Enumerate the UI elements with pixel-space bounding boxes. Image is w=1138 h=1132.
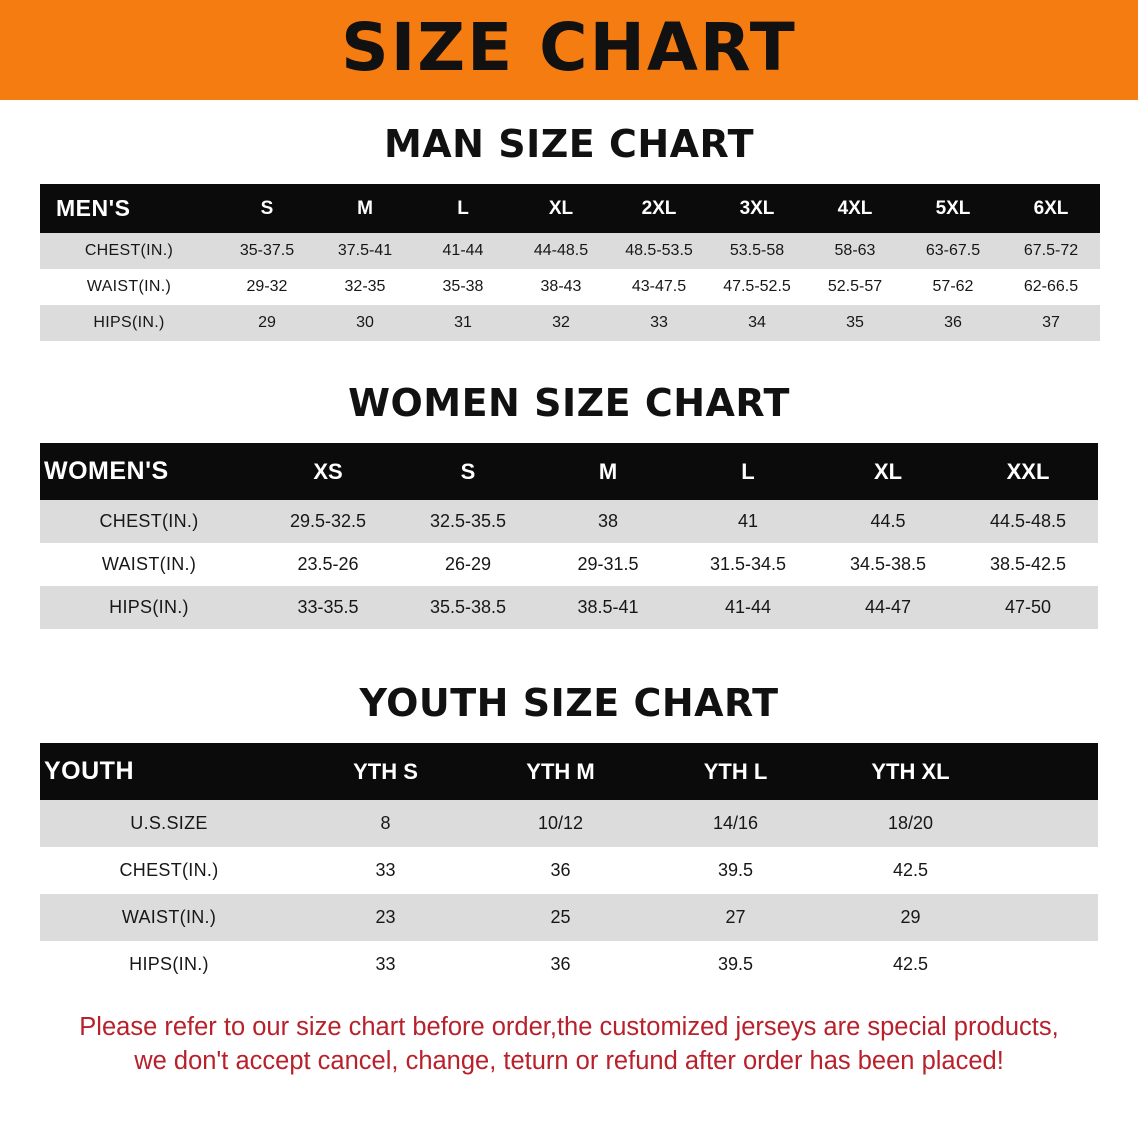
women-header-m: M: [538, 443, 678, 500]
women-hips-xl: 44-47: [818, 586, 958, 629]
man-waist-xl: 38-43: [512, 269, 610, 305]
table-row: [40, 543, 1098, 586]
youth-chest-thm: 36: [473, 847, 648, 894]
man-hips-2xl: 33: [610, 305, 708, 341]
youth-waist-spacer: [998, 894, 1098, 941]
women-row-label-chest: CHEST(IN.): [40, 500, 258, 543]
man-chest-l: 41-44: [414, 233, 512, 269]
women-waist-m: 29-31.5: [538, 543, 678, 586]
youth-hips-thl: 39.5: [648, 941, 823, 988]
man-waist-5xl: 57-62: [904, 269, 1002, 305]
man-row-label-hips: HIPS(IN.): [40, 305, 218, 341]
women-section-heading: WOMEN SIZE CHART: [348, 381, 790, 425]
women-hips-s: 35.5-38.5: [398, 586, 538, 629]
man-header-label: MEN'S: [40, 184, 218, 233]
youth-ussize-ths: 8: [298, 800, 473, 847]
table-row: [40, 894, 1098, 941]
table-header-row: [40, 743, 1098, 800]
women-hips-l: 41-44: [678, 586, 818, 629]
man-hips-xl: 32: [512, 305, 610, 341]
man-row-label-waist: WAIST(IN.): [40, 269, 218, 305]
table-row: [40, 941, 1098, 988]
man-hips-3xl: 34: [708, 305, 806, 341]
man-chest-2xl: 48.5-53.5: [610, 233, 708, 269]
policy-note-line-2: we don't accept cancel, change, teturn or refund after order has been placed!: [134, 1047, 1004, 1076]
women-chest-xl: 44.5: [818, 500, 958, 543]
youth-chest-thl: 39.5: [648, 847, 823, 894]
man-header-2xl: 2XL: [610, 184, 708, 233]
youth-header-spacer: [998, 743, 1098, 800]
man-hips-l: 31: [414, 305, 512, 341]
women-hips-xxl: 47-50: [958, 586, 1098, 629]
man-chest-xl: 44-48.5: [512, 233, 610, 269]
youth-table-wrap: [40, 743, 1098, 988]
women-header-label: WOMEN'S: [40, 443, 258, 500]
youth-row-label-ussize: U.S.SIZE: [40, 800, 298, 847]
man-waist-l: 35-38: [414, 269, 512, 305]
youth-waist-thm: 25: [473, 894, 648, 941]
women-chest-xs: 29.5-32.5: [258, 500, 398, 543]
women-size-table: [40, 443, 1098, 629]
man-chest-6xl: 67.5-72: [1002, 233, 1100, 269]
man-waist-s: 29-32: [218, 269, 316, 305]
youth-row-label-hips: HIPS(IN.): [40, 941, 298, 988]
table-row: [40, 847, 1098, 894]
table-header-row: [40, 184, 1100, 233]
youth-ussize-thm: 10/12: [473, 800, 648, 847]
youth-size-table: [40, 743, 1098, 988]
youth-waist-ths: 23: [298, 894, 473, 941]
man-table-wrap: [40, 184, 1098, 341]
youth-ussize-thxl: 18/20: [823, 800, 998, 847]
table-header-row: [40, 443, 1098, 500]
man-size-table: [40, 184, 1100, 341]
man-hips-s: 29: [218, 305, 316, 341]
youth-ussize-thl: 14/16: [648, 800, 823, 847]
youth-header-ths: YTH S: [298, 743, 473, 800]
man-hips-5xl: 36: [904, 305, 1002, 341]
man-hips-6xl: 37: [1002, 305, 1100, 341]
women-chest-xxl: 44.5-48.5: [958, 500, 1098, 543]
table-row: [40, 800, 1098, 847]
man-header-6xl: 6XL: [1002, 184, 1100, 233]
man-chest-s: 35-37.5: [218, 233, 316, 269]
man-waist-4xl: 52.5-57: [806, 269, 904, 305]
women-row-label-hips: HIPS(IN.): [40, 586, 258, 629]
youth-chest-spacer: [998, 847, 1098, 894]
youth-waist-thl: 27: [648, 894, 823, 941]
man-hips-4xl: 35: [806, 305, 904, 341]
man-header-4xl: 4XL: [806, 184, 904, 233]
youth-header-thxl: YTH XL: [823, 743, 998, 800]
youth-hips-thm: 36: [473, 941, 648, 988]
man-waist-m: 32-35: [316, 269, 414, 305]
women-header-s: S: [398, 443, 538, 500]
man-hips-m: 30: [316, 305, 414, 341]
women-waist-xxl: 38.5-42.5: [958, 543, 1098, 586]
women-header-l: L: [678, 443, 818, 500]
man-chest-5xl: 63-67.5: [904, 233, 1002, 269]
man-header-xl: XL: [512, 184, 610, 233]
table-row: [40, 586, 1098, 629]
man-waist-6xl: 62-66.5: [1002, 269, 1100, 305]
youth-header-thm: YTH M: [473, 743, 648, 800]
youth-chest-thxl: 42.5: [823, 847, 998, 894]
man-waist-3xl: 47.5-52.5: [708, 269, 806, 305]
policy-note: [34, 1010, 1104, 1079]
man-row-label-chest: CHEST(IN.): [40, 233, 218, 269]
youth-hips-ths: 33: [298, 941, 473, 988]
women-waist-xl: 34.5-38.5: [818, 543, 958, 586]
table-row: [40, 500, 1098, 543]
man-header-5xl: 5XL: [904, 184, 1002, 233]
youth-chest-ths: 33: [298, 847, 473, 894]
table-row: [40, 305, 1100, 341]
women-chest-s: 32.5-35.5: [398, 500, 538, 543]
women-chest-m: 38: [538, 500, 678, 543]
women-waist-l: 31.5-34.5: [678, 543, 818, 586]
women-header-xs: XS: [258, 443, 398, 500]
man-header-s: S: [218, 184, 316, 233]
page-banner: [0, 0, 1138, 100]
man-chest-m: 37.5-41: [316, 233, 414, 269]
women-hips-xs: 33-35.5: [258, 586, 398, 629]
youth-hips-spacer: [998, 941, 1098, 988]
man-section-heading: MAN SIZE CHART: [383, 122, 755, 166]
youth-waist-thxl: 29: [823, 894, 998, 941]
man-header-m: M: [316, 184, 414, 233]
youth-row-label-chest: CHEST(IN.): [40, 847, 298, 894]
women-header-xxl: XXL: [958, 443, 1098, 500]
women-chest-l: 41: [678, 500, 818, 543]
women-row-label-waist: WAIST(IN.): [40, 543, 258, 586]
women-waist-s: 26-29: [398, 543, 538, 586]
man-chest-4xl: 58-63: [806, 233, 904, 269]
women-hips-m: 38.5-41: [538, 586, 678, 629]
women-header-xl: XL: [818, 443, 958, 500]
youth-ussize-spacer: [998, 800, 1098, 847]
youth-header-label: YOUTH: [40, 743, 298, 800]
youth-header-thl: YTH L: [648, 743, 823, 800]
policy-note-line-1: Please refer to our size chart before order,the customized jerseys are special products,: [79, 1013, 1059, 1041]
table-row: [40, 269, 1100, 305]
man-header-3xl: 3XL: [708, 184, 806, 233]
youth-section-heading: YOUTH SIZE CHART: [359, 681, 779, 725]
women-waist-xs: 23.5-26: [258, 543, 398, 586]
page-title: SIZE CHART: [341, 9, 797, 86]
man-waist-2xl: 43-47.5: [610, 269, 708, 305]
man-header-l: L: [414, 184, 512, 233]
table-row: [40, 233, 1100, 269]
youth-row-label-waist: WAIST(IN.): [40, 894, 298, 941]
women-table-wrap: [40, 443, 1098, 629]
youth-hips-thxl: 42.5: [823, 941, 998, 988]
man-chest-3xl: 53.5-58: [708, 233, 806, 269]
